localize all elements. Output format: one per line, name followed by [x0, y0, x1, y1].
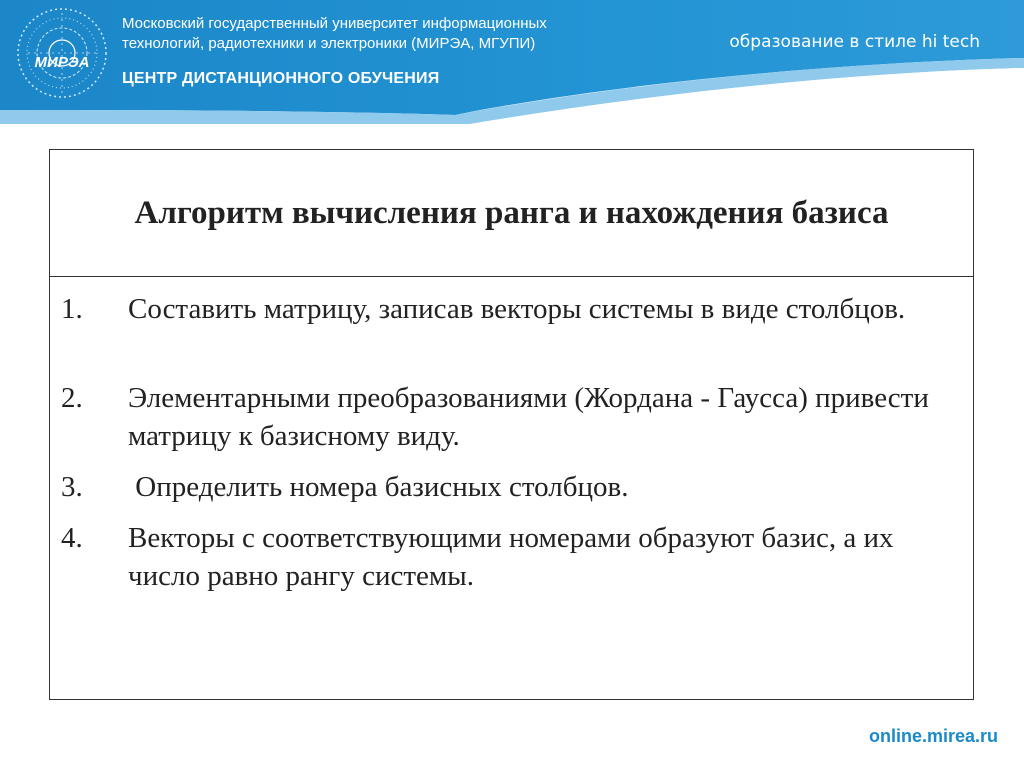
list-item-number: 1.: [61, 293, 83, 325]
university-name-line1: Московский государственный университет информационных: [122, 15, 547, 32]
content-box: [49, 149, 974, 700]
university-name-line2: технологий, радиотехники и электроники (МИРЭА, МГУПИ): [122, 35, 536, 52]
list-item-text: Определить номера базисных столбцов.: [128, 471, 629, 503]
header-banner: [0, 0, 1024, 125]
list-item-text: Составить матрицу, записав векторы системы в виде столбцов.: [128, 293, 906, 325]
mirea-logo: [14, 5, 110, 101]
svg-text:МИРЭА: МИРЭА: [34, 54, 90, 71]
list-item-number: 4.: [61, 522, 83, 554]
list-item-text: Элементарными преобразованиями (Жордана - Гаусса) привести матрицу к базисному виду.: [128, 382, 929, 452]
mirea-emblem-icon: [14, 5, 110, 101]
slogan: образование в стиле hi tech: [729, 32, 980, 52]
list-item-text: Векторы с соответствующими номерами образуют базис, а их число равно рангу системы.: [128, 522, 894, 592]
list-item-number: 2.: [61, 382, 83, 414]
center-title: ЦЕНТР ДИСТАНЦИОННОГО ОБУЧЕНИЯ: [122, 70, 440, 87]
slide-title: Алгоритм вычисления ранга и нахождения базиса: [50, 150, 973, 277]
list-item-number: 3.: [61, 471, 83, 503]
footer-site-link[interactable]: online.mirea.ru: [868, 726, 998, 746]
